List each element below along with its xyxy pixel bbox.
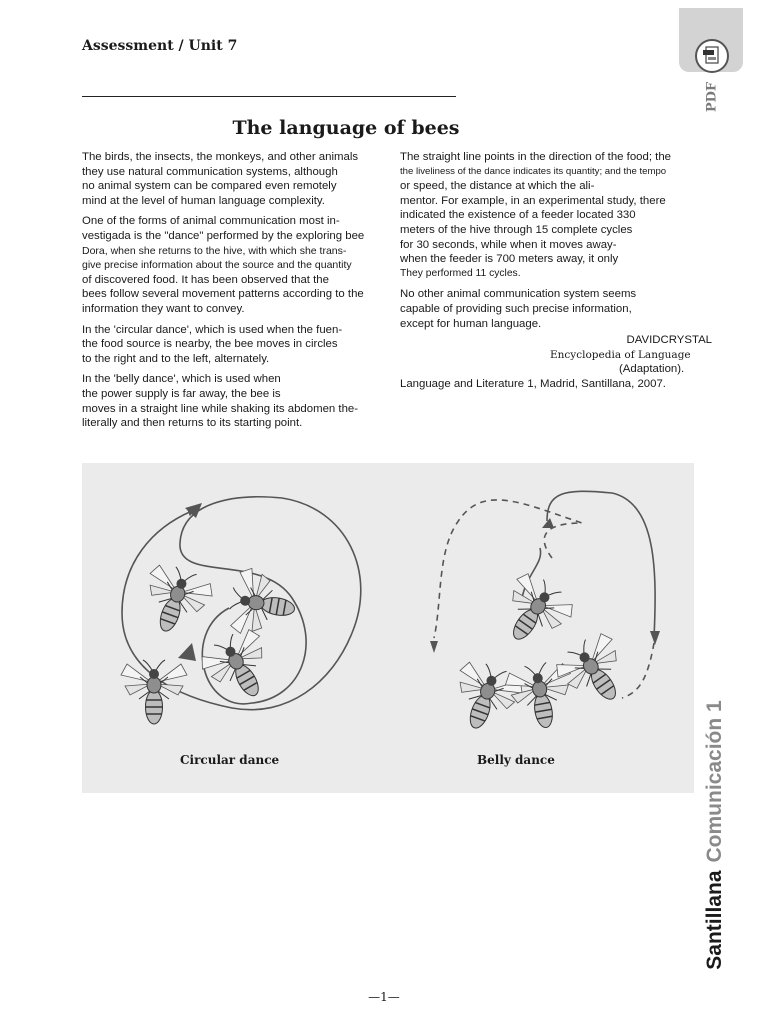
bee-dance-figure [82, 463, 694, 793]
paragraph-intro: The birds, the insects, the monkeys, and other animals they use natural communication systems, although no animal system can be compared even remotely mind at the level of human language complexity. [82, 151, 359, 207]
citation-author: DAVIDCRYSTAL [626, 334, 712, 347]
circular-arrow-bottom [178, 643, 196, 661]
pdf-file-icon[interactable] [695, 39, 729, 73]
belly-arrow-top [542, 518, 554, 528]
bee-dance-illustration [82, 463, 694, 793]
article-right-column [400, 150, 712, 392]
page-title: The language of bees [232, 117, 460, 139]
name-blank-line [82, 96, 456, 97]
paragraph-belly-dance: In the 'belly dance', which is used when the power supply is far away, the bee is moves in a straight line while shaking its abdomen the- literally and then returns to its starting point. [82, 373, 359, 430]
bee-icon [489, 567, 580, 657]
citation-adaptation: (Adaptation). [619, 363, 685, 376]
paragraph-dance: One of the forms of animal communication most in- vestigada is the "dance" performed by the exploring bee Dora, when she returns to the hive, with which she trans- give precise information about the source and the quantity of discovered food. It has been observed that the bees follow several movement patterns according to the information they want to convey. [82, 215, 365, 315]
belly-right-loop-solid [547, 491, 655, 638]
pdf-label: PDF [704, 81, 720, 113]
paragraph-conclusion: No other animal communication system seems capable of providing such precise information, except for human language. [400, 288, 637, 330]
page-number: —1— [368, 990, 400, 1004]
belly-dance-diagram [430, 491, 660, 739]
belly-arrow-right [650, 631, 660, 645]
belly-right-loop-dashed [622, 643, 654, 698]
bee-icon [226, 566, 300, 642]
belly-dance-caption: Belly dance [477, 753, 555, 767]
citation-source: Language and Literature 1, Madrid, Santillana, 2007. [400, 377, 666, 390]
paragraph-circular-dance: In the 'circular dance', which is used when the fuen- the food source is nearby, the bee moves in circles to the right and to the left, alternately. [82, 323, 343, 365]
bee-icon [133, 559, 217, 642]
brand-publisher: Santillana [703, 870, 726, 970]
bee-icon [121, 660, 187, 724]
header-title: Assessment / Unit 7 [82, 38, 238, 54]
belly-left-loop [434, 500, 582, 638]
circular-dance-diagram [121, 497, 361, 724]
paragraph-straight-line: The straight line points in the direction of the food; the the liveliness of the dance indicates its quantity; and the tempo or speed, the distance at which the ali- mentor. For example, in an experimental study, there indicated the existence of a feeder located 330 meters of the hive through 15 complete cycles for 30 seconds, while when it moves away- when the feeder is 700 meters away, it only They performed 11 cycles. [400, 151, 672, 279]
article-left-column [82, 150, 393, 437]
side-brand [703, 700, 727, 969]
belly-arrow-left [430, 641, 438, 653]
bee-icon [549, 627, 640, 717]
brand-book: Comunicación 1 [703, 700, 726, 863]
pdf-document-icon [697, 41, 727, 71]
circular-dance-caption: Circular dance [180, 753, 280, 767]
citation-book: Encyclopedia of Language [550, 348, 691, 361]
